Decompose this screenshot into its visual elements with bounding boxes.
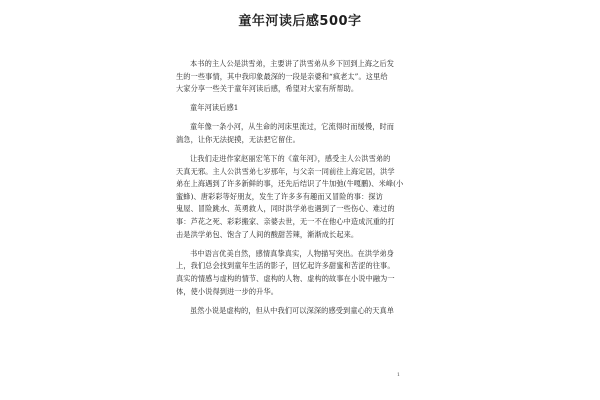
paragraph (176, 153, 424, 241)
paragraph (176, 248, 424, 298)
text-line: 上，我们总会找到童年生活的影子，回忆起许多甜蜜和苦涩的往事。 (176, 261, 395, 271)
section-heading: 童年河读后感1 (190, 103, 239, 113)
text-line: 书中语言优美自然，感情真挚真实，人物描写突出。在洪学弟身 (190, 248, 395, 258)
text-line: 击是洪学弟包、饱含了人间的酸甜苦辣，渐渐成长起来。 (176, 229, 359, 239)
text-line: 大家分享一些关于童年河读后感，希望对大家有所帮助。 (176, 84, 359, 94)
text-line: 生的一些事情，其中我印象最深的一段是亲婆和“疯老太”。这里给 (176, 71, 388, 81)
text-line: 体，使小说得到进一步的升华。 (176, 286, 279, 296)
paragraph (176, 58, 424, 96)
text-line: 事：芦花之死、彩彩搬家、亲婆去世，无一不在他心中造成沉重的打 (176, 217, 395, 227)
text-line: 让我们走进作家赵丽宏笔下的《童年河》，感受主人公洪雪弟的 (190, 154, 391, 164)
text-line: 湍急，让你无法捉摸，无法把它留住。 (176, 134, 300, 144)
document-body (176, 58, 424, 324)
text-line: 鬼屋、冒险跳水、英勇救人，同时洪学弟也遇到了一些伤心、难过的 (176, 204, 395, 214)
text-line: 本书的主人公是洪雪弟，主要讲了洪雪弟从乡下回到上海之后发 (190, 59, 395, 68)
paragraph (176, 305, 424, 318)
text-line: 天真无邪。主人公洪雪弟七岁那年，与父亲一同前往上海定居，洪学 (176, 166, 395, 176)
page-title: 童年河读后感500字 (238, 14, 362, 29)
text-line: 弟在上海遇到了许多新鲜的事，还先后结识了牛加弛(牛嘎鹏)、米峰(小 (176, 179, 404, 189)
text-line: 虽然小说是虚构的，但从中我们可以深深的感受到童心的天真单 (190, 305, 395, 315)
text-line: 真实的情感与虚构的情节、虚构的人物、虚构的故事在小说中融为一 (176, 273, 395, 283)
page-number: 1 (396, 372, 400, 378)
text-line: 蜜蜂)、唐彩彩等好朋友，发生了许多多有趣而又冒险的事：探访 (176, 191, 383, 201)
text-line: 童年像一条小河，从生命的河床里流过，它流得时而缓慢，时而 (190, 122, 395, 132)
paragraph (176, 121, 424, 146)
